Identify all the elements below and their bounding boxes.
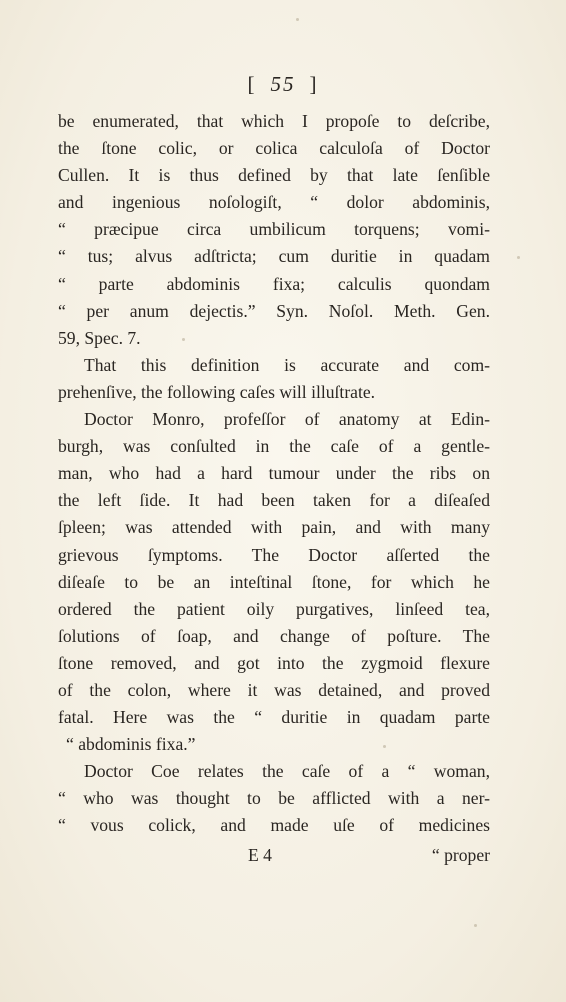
signature-mark: E 4 [248, 845, 272, 865]
page-footer [58, 845, 490, 872]
text-line: ordered the patient oily purgatives, linſeed tea, [58, 598, 490, 619]
text-line: the ſtone colic, or colica calculoſa of Doctor [58, 138, 490, 159]
running-header [0, 72, 566, 97]
paper-speck [296, 18, 299, 21]
text-line: diſeaſe to be an inteſtinal ſtone, for which he [58, 571, 490, 592]
text-line: fatal. Here was the “ duritie in quadam parte [58, 707, 490, 728]
text-line: be enumerated, that which I propoſe to deſcribe, [58, 111, 490, 131]
paragraph-start-line: Doctor Coe relates the caſe of a “ woman, [84, 761, 490, 782]
text-line: “ præcipue circa umbilicum torquens; vomi- [58, 219, 490, 240]
text-line: ſpleen; was attended with pain, and with many [58, 517, 490, 538]
text-line: and ingenious noſologiſt, “ dolor abdominis, [58, 192, 490, 213]
paragraph-start-line: Doctor Monro, profeſſor of anatomy at Edin- [84, 409, 490, 430]
text-line: ſolutions of ſoap, and change of poſture. The [58, 625, 490, 646]
text-line: “ tus; alvus adſtricta; cum duritie in quadam [58, 246, 490, 267]
text-line: “ vous colick, and made uſe of medicines [58, 815, 490, 836]
paragraph-start-line: That this definition is accurate and com- [84, 354, 490, 375]
header-right-bracket: ] [309, 72, 319, 96]
page-number: 55 [270, 72, 296, 96]
text-line: ſtone removed, and got into the zygmoid flexure [58, 652, 490, 673]
paper-speck [182, 338, 185, 341]
text-line: man, who had a hard tumour under the ribs on [58, 463, 490, 484]
text-line: “ per anum dejectis.” Syn. Noſol. Meth. Gen. [58, 300, 490, 321]
text-line: prehenſive, the following caſes will illuſtrate. [58, 381, 376, 402]
text-line: Cullen. It is thus defined by that late ſenſible [58, 165, 490, 186]
text-line: “ who was thought to be afflicted with a ner- [58, 788, 490, 809]
text-line: of the colon, where it was detained, and proved [58, 679, 490, 700]
text-line: burgh, was conſulted in the caſe of a gentle- [58, 436, 490, 457]
text-line: 59, Spec. 7. [58, 327, 141, 348]
paper-speck [474, 924, 477, 927]
text-line: “ abdominis fixa.” [66, 734, 196, 755]
header-left-bracket: [ [247, 72, 257, 96]
text-line: the left ſide. It had been taken for a diſeaſed [58, 490, 490, 511]
text-line: grievous ſymptoms. The Doctor aſſerted the [58, 544, 490, 565]
paper-speck [517, 256, 520, 259]
text-line: “ parte abdominis fixa; calculis quondam [58, 273, 490, 294]
body-text [58, 108, 490, 840]
paper-speck [383, 745, 386, 748]
catchword: “ proper [431, 845, 490, 865]
